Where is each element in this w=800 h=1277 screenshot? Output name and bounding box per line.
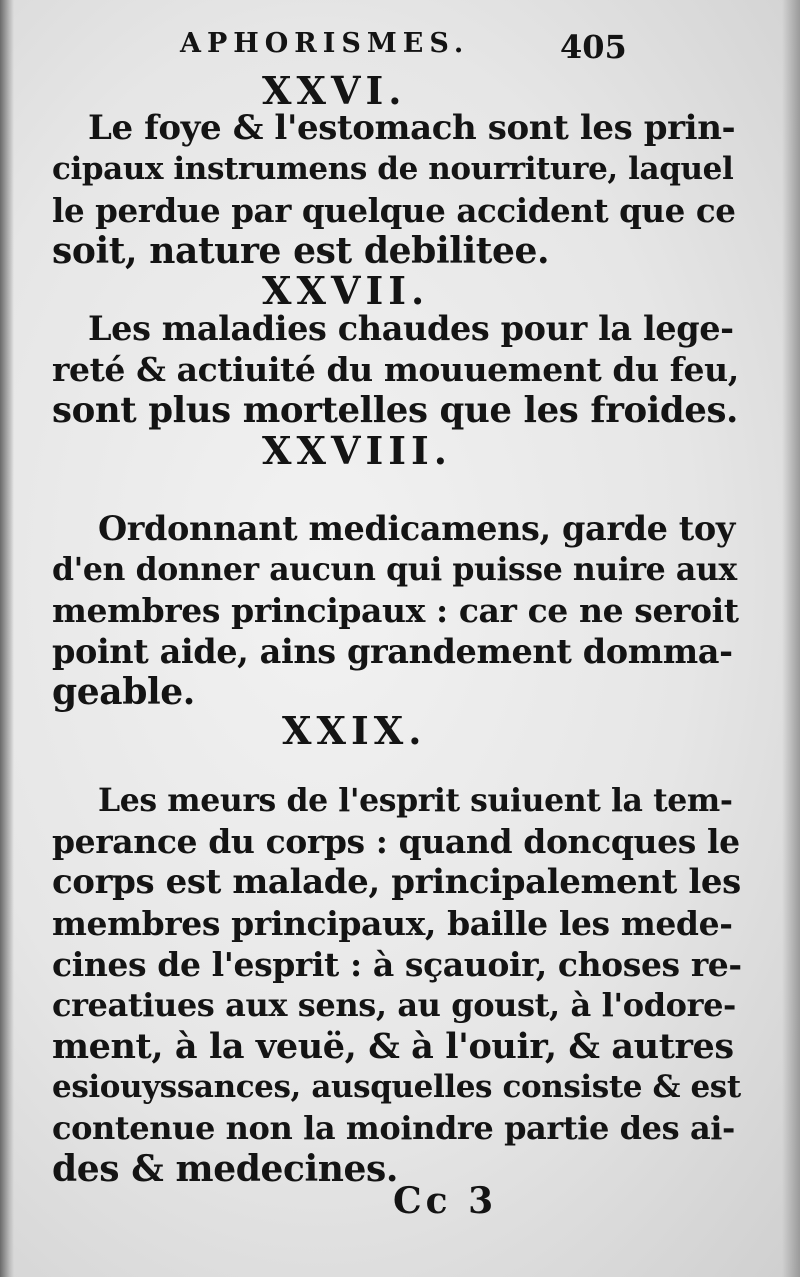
aphorism-text (52, 780, 742, 1190)
catchword: Cc 3 (393, 1180, 498, 1222)
running-head: APHORISMES. (180, 28, 470, 59)
text-line: creatiues aux sens, au goust, à l'odore- (52, 986, 736, 1024)
text-line: esiouyssances, ausquelles consiste & est (52, 1069, 741, 1105)
aphorism-numeral: XXVIII. (262, 428, 453, 473)
text-line: Les meurs de l'esprit suiuent la tem- (98, 782, 733, 819)
text-line: point aide, ains grandement domma- (52, 632, 733, 671)
text-line: d'en donner aucun qui puisse nuire aux (52, 551, 737, 588)
text-line: contenue non la moindre partie des ai- (52, 1109, 735, 1147)
text-line: cipaux instrumens de nourriture, laquel (52, 151, 734, 187)
text-line: cines de l'esprit : à sçauoir, choses re- (52, 945, 742, 984)
aphorism-numeral: XXVII. (262, 268, 430, 313)
text-line: sont plus mortelles que les froides. (52, 390, 739, 431)
aphorism-text (52, 308, 739, 431)
text-line: reté & actiuité du mouuement du feu, (52, 350, 739, 389)
aphorism-numeral: XXIX. (282, 708, 427, 753)
text-line: geable. (52, 671, 195, 713)
text-line: Les maladies chaudes pour la lege- (88, 309, 734, 348)
text-line: corps est malade, principalement les (52, 862, 741, 902)
text-line: membres principaux : car ce ne seroit (52, 591, 739, 630)
page-gutter-shadow (0, 0, 14, 1277)
text-line: Ordonnant medicamens, garde toy (98, 509, 735, 548)
text-line: le perdue par quelque accident que ce (52, 191, 736, 230)
aphorism-text (52, 108, 736, 272)
page-number: 405 (560, 28, 627, 66)
text-line: ment, à la veuë, & à l'ouir, & autres (52, 1026, 734, 1067)
page-edge-shadow (782, 0, 800, 1277)
text-line: membres principaux, baille les mede- (52, 904, 733, 943)
text-line: des & medecines. (52, 1148, 399, 1190)
aphorism-text (52, 508, 739, 713)
text-line: Le foye & l'estomach sont les prin- (88, 108, 736, 148)
aphorism-numeral: XXVI. (262, 68, 407, 113)
text-line: perance du corps : quand doncques le (52, 822, 740, 861)
text-line: soit, nature est debilitee. (52, 230, 550, 272)
